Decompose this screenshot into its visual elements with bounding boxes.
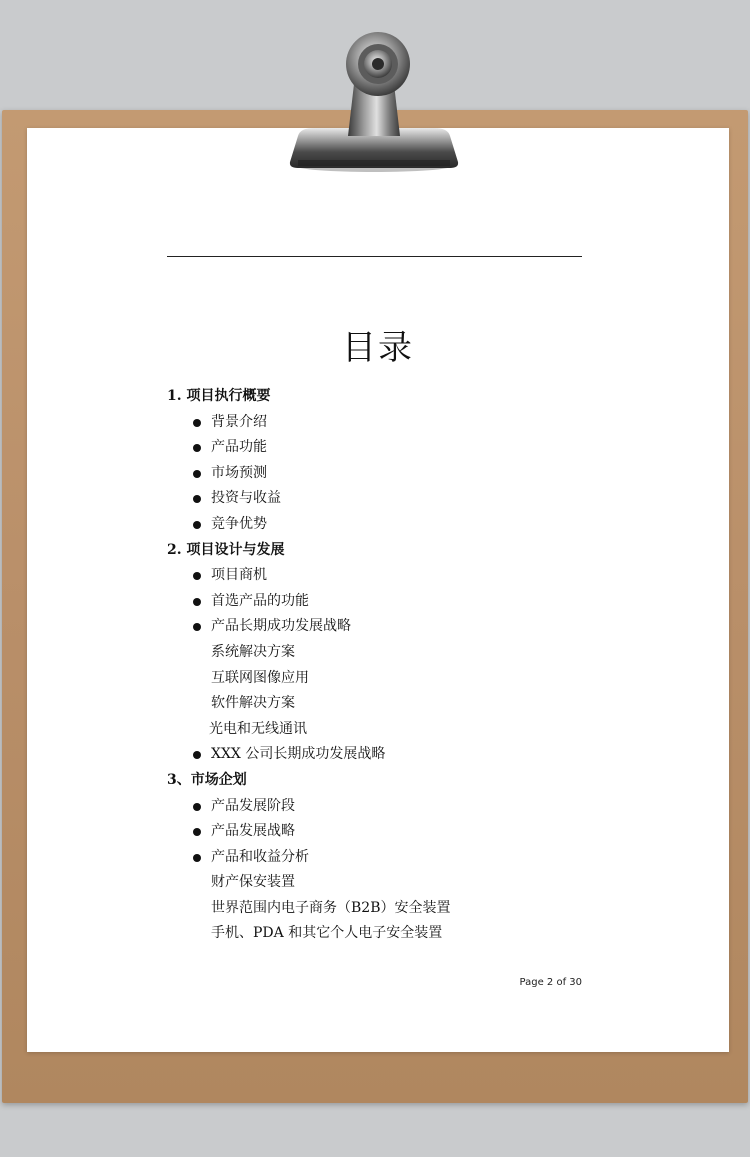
- toc-item-label: 产品和收益分析: [211, 848, 309, 865]
- toc-item: [167, 512, 667, 538]
- toc-subitem: 软件解决方案: [211, 695, 295, 712]
- toc-section-heading: 2. 项目设计与发展: [167, 541, 285, 558]
- bullet-icon: [193, 854, 201, 862]
- toc-item: [167, 794, 667, 820]
- toc-section-heading: 1. 项目执行概要: [167, 388, 271, 404]
- toc-subitem: 世界范围内电子商务（B2B）安全装置: [211, 899, 451, 916]
- toc-item: [167, 563, 667, 589]
- bullet-icon: [193, 444, 201, 452]
- toc-item: [167, 819, 667, 845]
- toc-item-label: 竞争优势: [211, 515, 267, 532]
- bullet-icon: [193, 828, 201, 836]
- toc-item: [167, 461, 667, 487]
- toc-subitem: 手机、PDA 和其它个人电子安全装置: [211, 925, 443, 942]
- toc-item-label: XXX 公司长期成功发展战略: [211, 746, 386, 763]
- bullet-icon: [193, 470, 201, 478]
- toc-item: [167, 845, 667, 871]
- bullet-icon: [193, 803, 201, 811]
- toc-subitem: 系统解决方案: [211, 643, 295, 660]
- toc-item-label: 投资与收益: [211, 490, 281, 507]
- toc-item: [167, 410, 667, 436]
- toc-item: [167, 742, 667, 768]
- page-number: Page 2 of 30: [519, 977, 582, 988]
- bullet-icon: [193, 419, 201, 427]
- toc-item-label: 产品发展战略: [211, 823, 295, 840]
- toc-subitem: 互联网图像应用: [211, 669, 309, 686]
- bullet-icon: [193, 521, 201, 529]
- toc-item-label: 首选产品的功能: [211, 592, 309, 609]
- bullet-icon: [193, 572, 201, 580]
- toc-item: [167, 614, 667, 640]
- header-rule: [167, 256, 582, 257]
- toc-section-heading: 3、市场企划: [167, 771, 247, 788]
- bullet-icon: [193, 495, 201, 503]
- toc-subitem: 财产保安装置: [211, 874, 295, 891]
- toc-item: [167, 486, 667, 512]
- toc-item: [167, 435, 667, 461]
- toc-item-label: 市场预测: [211, 464, 267, 481]
- toc-item-label: 产品发展阶段: [211, 797, 295, 814]
- page-title: 目录: [342, 328, 414, 368]
- binder-clip-icon: [284, 24, 464, 174]
- toc-item-label: 背景介绍: [211, 413, 267, 430]
- bullet-icon: [193, 598, 201, 606]
- toc-item: [167, 589, 667, 615]
- toc-item-label: 产品长期成功发展战略: [211, 618, 351, 635]
- toc-subitem: 光电和无线通讯: [209, 720, 307, 737]
- bullet-icon: [193, 623, 201, 631]
- toc-item-label: 产品功能: [211, 439, 267, 456]
- bullet-icon: [193, 751, 201, 759]
- toc-item-label: 项目商机: [211, 567, 267, 584]
- table-of-contents: [167, 384, 667, 947]
- document-page: [27, 128, 729, 1052]
